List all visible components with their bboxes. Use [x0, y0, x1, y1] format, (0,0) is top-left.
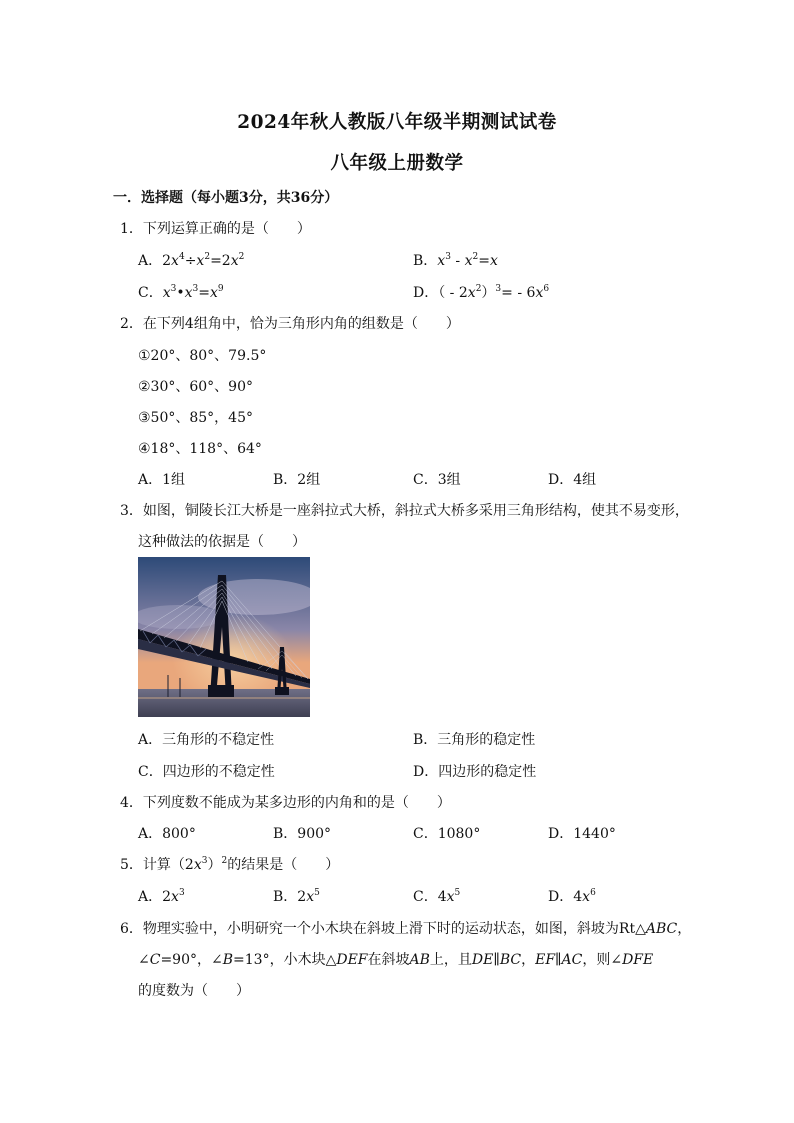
question-5-option-a: A．$2x^3$ [138, 888, 185, 905]
question-3-option-d: D．四边形的稳定性 [413, 764, 537, 780]
question-1-option-d: D．（ - $2x^2)^3= - 6x^6$ [413, 284, 550, 301]
question-5-option-c: C．$4x^5$ [413, 888, 461, 905]
question-6-stem-line3: 的度数为（ ） [138, 983, 250, 999]
question-6-stem-line1: 6．物理实验中，小明研究一个小木块在斜坡上滑下时的运动状态，如图，斜坡为Rt△ABC， [120, 921, 692, 937]
question-2-item-1: ①20°、80°、79.5° [138, 348, 267, 364]
question-3-option-c: C．四边形的不稳定性 [138, 764, 275, 780]
page-title: 2024年秋人教版八年级半期测试试卷 [237, 112, 557, 133]
bridge-photo [138, 557, 310, 717]
question-2-option-b: B．2组 [273, 472, 321, 488]
question-3-stem-line1: 3．如图，铜陵长江大桥是一座斜拉式大桥，斜拉式大桥多采用三角形结构，使其不易变形， [120, 503, 689, 519]
question-4-stem: 4．下列度数不能成为某多边形的内角和的是（ ） [120, 795, 451, 811]
question-4-option-d: D．1440° [548, 826, 616, 842]
question-2-item-4: ④18°、118°、64° [138, 441, 262, 457]
question-5-option-b: B．$2x^5$ [273, 888, 320, 905]
section-heading: 一．选择题（每小题3分，共36分） [113, 190, 339, 206]
question-1-stem: 1．下列运算正确的是（ ） [120, 221, 311, 237]
question-2-stem: 2．在下列4组角中，恰为三角形内角的组数是（ ） [120, 316, 460, 332]
question-2-item-3: ③50°、85°，45° [138, 410, 253, 426]
question-3-option-b: B．三角形的稳定性 [413, 732, 536, 748]
question-4-option-b: B．900° [273, 826, 332, 842]
question-4-option-c: C．1080° [413, 826, 481, 842]
question-5-option-d: D．$4x^6$ [548, 888, 596, 905]
question-2-item-2: ②30°、60°、90° [138, 379, 253, 395]
question-2-option-c: C．3组 [413, 472, 461, 488]
question-5-stem: 5．计算$(2x^3)^2$的结果是（ ） [120, 856, 340, 873]
question-1-option-a: A．$2x^4\div x^2=2x^2$ [138, 252, 245, 269]
question-3-option-a: A．三角形的不稳定性 [138, 732, 275, 748]
question-4-option-a: A．800° [138, 826, 196, 842]
question-6-stem-line2: ∠C=90°，∠B=13°，小木块△DEF在斜坡AB上，且DE∥BC，EF∥AC，则∠DFE [138, 952, 654, 968]
question-2-option-a: A．1组 [138, 472, 186, 488]
question-3-stem-line2: 这种做法的依据是（ ） [138, 534, 306, 550]
question-1-option-b: B．$x^3 - x^2=x$ [413, 252, 498, 269]
question-1-option-c: C．$x^3•x^3=x^9$ [138, 284, 224, 301]
page-subtitle: 八年级上册数学 [330, 153, 464, 174]
question-2-option-d: D．4组 [548, 472, 597, 488]
